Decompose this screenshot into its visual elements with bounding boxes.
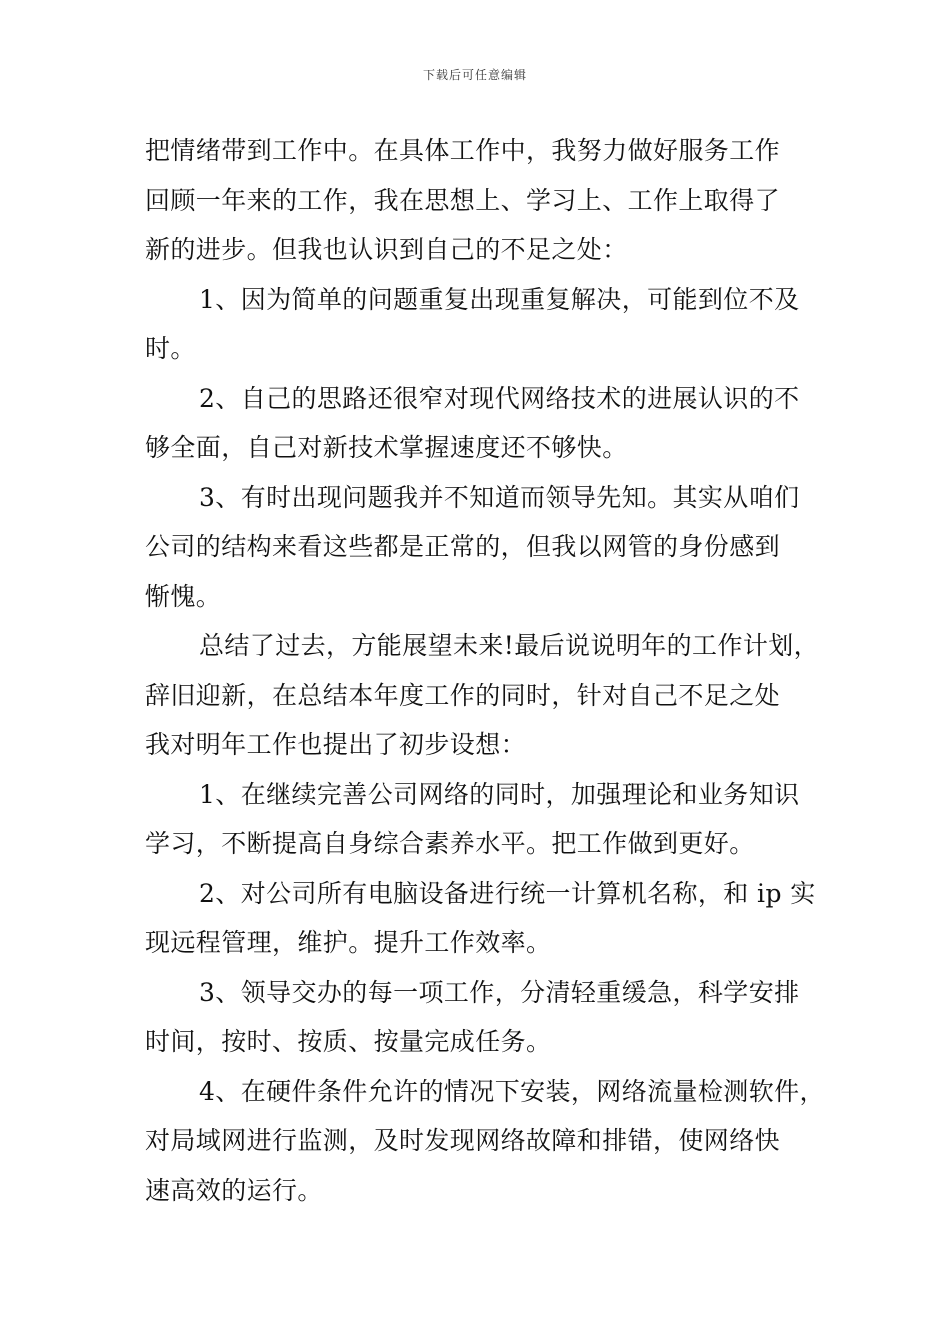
- text-line: 时间，按时、按质、按量完成任务。: [145, 1027, 552, 1056]
- document-body: [145, 126, 825, 1215]
- text-line: 对局域网进行监测，及时发现网络故障和排错，使网络快: [145, 1126, 781, 1155]
- list-item-line: 2、自己的思路还很窄对现代网络技术的进展认识的不: [199, 383, 800, 413]
- text-line: 我对明年工作也提出了初步设想：: [145, 730, 527, 759]
- text-line: 新的进步。但我也认识到自己的不足之处：: [145, 235, 628, 264]
- text-line: 速高效的运行。: [145, 1175, 323, 1205]
- text-line: 惭愧。: [145, 581, 222, 611]
- list-item-line: 1、因为简单的问题重复出现重复解决，可能到位不及: [199, 284, 800, 314]
- text-line: 回顾一年来的工作，我在思想上、学习上、工作上取得了: [145, 185, 781, 215]
- text-line: 公司的结构来看这些都是正常的，但我以网管的身份感到: [145, 532, 781, 561]
- text-line: 够全面，自己对新技术掌握速度还不够快。: [145, 433, 628, 462]
- paragraph-start-line: 总结了过去，方能展望未来!最后说说明年的工作计划，: [199, 631, 820, 660]
- list-item-line: 3、有时出现问题我并不知道而领导先知。其实从咱们: [199, 482, 800, 512]
- text-line: 学习，不断提高自身综合素养水平。把工作做到更好。: [145, 829, 755, 858]
- list-item-line: 3、领导交办的每一项工作，分清轻重缓急，科学安排: [199, 977, 800, 1007]
- list-item-line: 2、对公司所有电脑设备进行统一计算机名称，和 ip 实: [199, 878, 816, 908]
- text-line: 把情绪带到工作中。在具体工作中，我努力做好服务工作: [145, 136, 781, 165]
- text-line: 时。: [145, 334, 196, 363]
- text-line: 现远程管理，维护。提升工作效率。: [145, 928, 552, 957]
- page-header: 下载后可任意编辑: [422, 68, 527, 82]
- text-line: 辞旧迎新，在总结本年度工作的同时，针对自己不足之处: [145, 680, 781, 710]
- list-item-line: 1、在继续完善公司网络的同时，加强理论和业务知识: [199, 779, 800, 809]
- list-item-line: 4、在硬件条件允许的情况下安装，网络流量检测软件，: [199, 1076, 825, 1106]
